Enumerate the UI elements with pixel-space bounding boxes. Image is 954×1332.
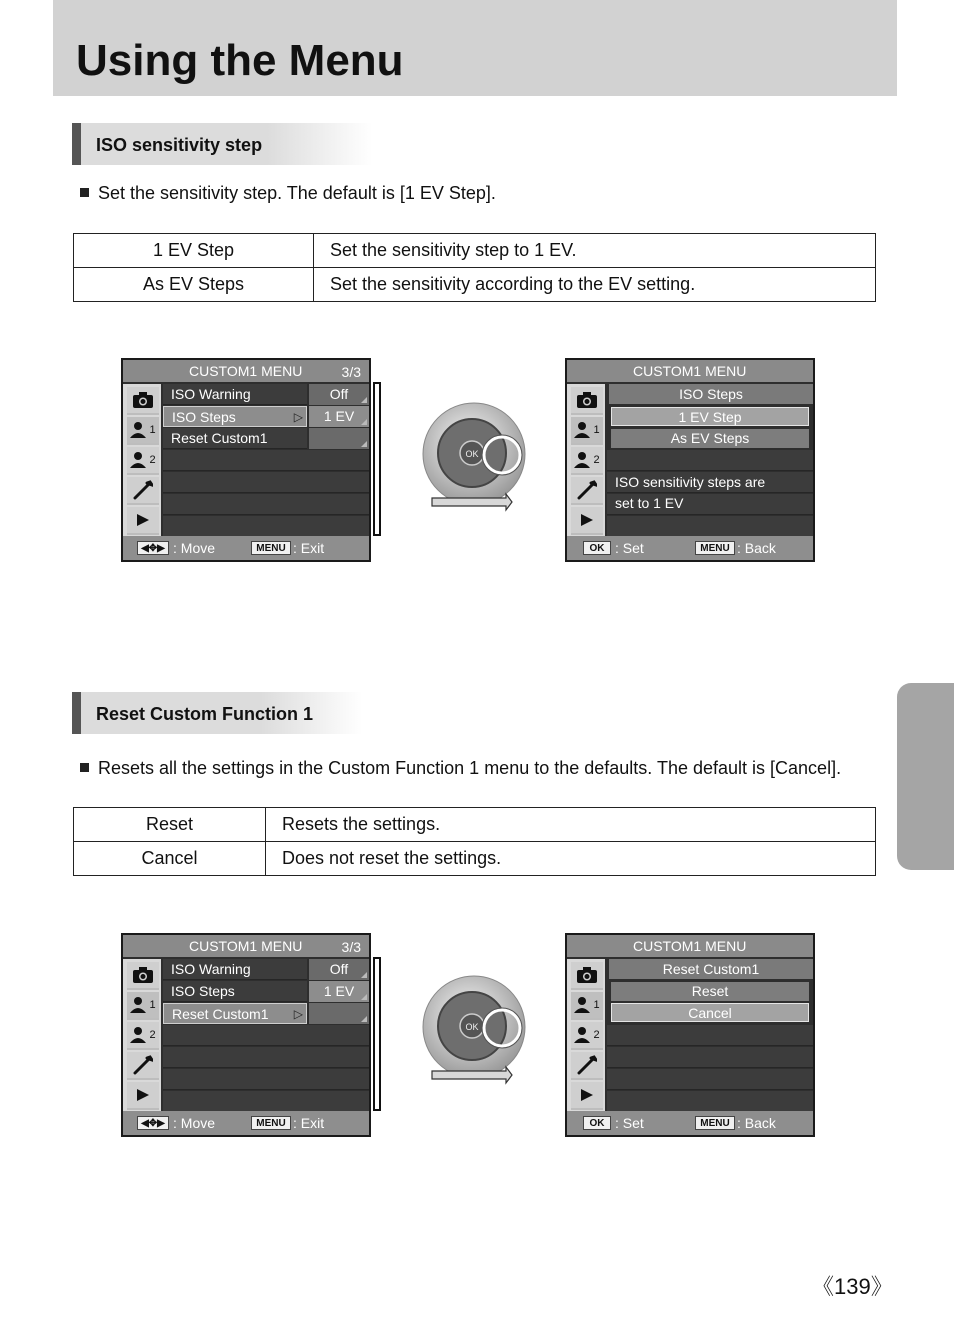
description-line-1: ISO sensitivity steps are xyxy=(615,474,766,490)
section-heading-iso-step xyxy=(72,123,372,165)
menu-value-reset-custom1 xyxy=(309,1003,369,1024)
scrollbar[interactable] xyxy=(373,957,381,1111)
control-dial-icon xyxy=(420,402,530,514)
lcd-footer xyxy=(123,1111,369,1135)
table-cell-option: Cancel xyxy=(74,842,266,876)
lcd-footer xyxy=(123,536,369,560)
menu-row-empty xyxy=(607,450,813,471)
menu-value-iso-steps: 1 EV xyxy=(309,981,369,1002)
move-key-icon: ◀✥▶ xyxy=(137,1116,169,1130)
submenu-title: Reset Custom1 xyxy=(609,959,813,979)
footer-set: : Set xyxy=(615,1115,644,1131)
lcd-icon-column xyxy=(123,384,161,538)
table-cell-option: 1 EV Step xyxy=(74,234,314,268)
table-row xyxy=(74,268,876,302)
lcd-footer xyxy=(567,1111,813,1135)
footer-back: : Back xyxy=(737,540,776,556)
page-indicator: 3/3 xyxy=(341,364,361,380)
svg-text:OK: OK xyxy=(465,449,479,459)
lcd-titlebar xyxy=(567,935,813,957)
menu-row-empty xyxy=(163,1025,369,1046)
table-row xyxy=(74,808,876,842)
menu-item-reset-custom1[interactable]: Reset Custom1 xyxy=(163,428,307,449)
play-icon[interactable] xyxy=(571,1082,603,1110)
menu-row-empty xyxy=(163,1047,369,1068)
option-1-ev-step[interactable]: 1 EV Step xyxy=(611,407,809,426)
menu-item-iso-steps[interactable]: ISO Steps xyxy=(163,981,307,1002)
play-icon[interactable] xyxy=(571,507,603,535)
wrench-icon[interactable] xyxy=(127,477,159,505)
menu-value-iso-steps: 1 EV xyxy=(309,406,369,427)
menu-row-empty xyxy=(163,450,369,471)
wrench-icon[interactable] xyxy=(571,1052,603,1080)
bullet-square-icon xyxy=(80,763,89,772)
lcd-menu-iso xyxy=(121,358,371,562)
control-dial-icon xyxy=(420,975,530,1087)
page-indicator: 3/3 xyxy=(341,939,361,955)
lcd-title: CUSTOM1 MENU xyxy=(189,938,303,954)
menu-item-reset-custom1[interactable]: Reset Custom1 ▷ xyxy=(163,1003,307,1024)
heading-bar xyxy=(72,123,81,165)
lcd-title: CUSTOM1 MENU xyxy=(633,938,747,954)
camera-icon[interactable] xyxy=(127,962,159,990)
custom2-icon[interactable]: 2 xyxy=(571,1022,603,1050)
page-number: 《139》 xyxy=(812,1274,893,1299)
side-tab xyxy=(897,683,954,870)
svg-text:OK: OK xyxy=(465,1022,479,1032)
lcd-titlebar xyxy=(123,935,369,957)
footer-move: : Move xyxy=(173,1115,216,1131)
wrench-icon[interactable] xyxy=(127,1052,159,1080)
menu-item-iso-warning[interactable]: ISO Warning xyxy=(163,384,307,405)
scrollbar[interactable] xyxy=(373,382,381,536)
footer-back: : Back xyxy=(737,1115,776,1131)
menu-row-empty xyxy=(163,1091,369,1112)
menu-item-iso-warning[interactable]: ISO Warning xyxy=(163,959,307,980)
menu-row-empty xyxy=(163,516,369,537)
section-heading-text: ISO sensitivity step xyxy=(96,135,263,155)
lcd-titlebar xyxy=(567,360,813,382)
menu-row-empty xyxy=(163,472,369,493)
menu-key-icon: MENU xyxy=(251,1116,291,1130)
custom1-icon[interactable]: 1 xyxy=(571,417,603,445)
table-row xyxy=(74,234,876,268)
lcd-submenu-iso xyxy=(565,358,815,562)
options-table-iso xyxy=(73,233,876,302)
bullet-square-icon xyxy=(80,188,89,197)
table-cell-option: Reset xyxy=(74,808,266,842)
table-cell-desc: Set the sensitivity according to the EV setting. xyxy=(314,268,876,302)
heading-bar xyxy=(72,692,81,734)
bullet-text: Set the sensitivity step. The default is [1 EV Step]. xyxy=(80,183,496,204)
menu-row-empty xyxy=(163,1069,369,1090)
play-icon[interactable] xyxy=(127,1082,159,1110)
play-icon[interactable] xyxy=(127,507,159,535)
lcd-submenu-reset xyxy=(565,933,815,1137)
right-arrow-icon: ▷ xyxy=(293,410,303,424)
footer-set: : Set xyxy=(615,540,644,556)
lcd-title: CUSTOM1 MENU xyxy=(189,363,303,379)
table-row xyxy=(74,842,876,876)
ok-key-icon: OK xyxy=(583,541,611,555)
footer-exit: : Exit xyxy=(293,1115,325,1131)
lcd-titlebar xyxy=(123,360,369,382)
menu-key-icon: MENU xyxy=(695,541,735,555)
menu-row-empty xyxy=(607,516,813,537)
move-key-icon: ◀✥▶ xyxy=(137,541,169,555)
description-line-2: set to 1 EV xyxy=(615,495,684,511)
ok-key-icon: OK xyxy=(583,1116,611,1130)
camera-icon[interactable] xyxy=(127,387,159,415)
options-table-reset xyxy=(73,807,876,876)
submenu-title: ISO Steps xyxy=(609,384,813,404)
bullet-text: Resets all the settings in the Custom Function 1 menu to the defaults. The default is [Cancel]. xyxy=(80,758,841,779)
custom1-icon[interactable]: 1 xyxy=(127,417,159,445)
right-arrow-icon: ▷ xyxy=(293,1007,303,1021)
menu-row-empty xyxy=(607,1047,813,1068)
custom2-icon[interactable]: 2 xyxy=(127,1022,159,1050)
menu-row-empty xyxy=(607,1091,813,1112)
menu-key-icon: MENU xyxy=(251,541,291,555)
wrench-icon[interactable] xyxy=(571,477,603,505)
camera-icon[interactable] xyxy=(571,962,603,990)
option-as-ev-steps[interactable]: As EV Steps xyxy=(611,429,809,448)
lcd-menu-reset xyxy=(121,933,371,1137)
menu-value-iso-warning: Off xyxy=(309,959,369,980)
custom2-icon[interactable]: 2 xyxy=(571,447,603,475)
option-cancel[interactable]: Cancel xyxy=(611,1003,809,1022)
table-cell-desc: Resets the settings. xyxy=(266,808,876,842)
custom2-icon[interactable]: 2 xyxy=(127,447,159,475)
menu-row-empty xyxy=(163,494,369,515)
footer-exit: : Exit xyxy=(293,540,325,556)
table-cell-desc: Does not reset the settings. xyxy=(266,842,876,876)
footer-move: : Move xyxy=(173,540,216,556)
menu-row-empty xyxy=(607,1069,813,1090)
menu-value-iso-warning: Off xyxy=(309,384,369,405)
lcd-icon-column xyxy=(567,959,605,1113)
menu-key-icon: MENU xyxy=(695,1116,735,1130)
table-cell-option: As EV Steps xyxy=(74,268,314,302)
lcd-title: CUSTOM1 MENU xyxy=(633,363,747,379)
section-heading-text: Reset Custom Function 1 xyxy=(96,704,314,724)
lcd-footer xyxy=(567,536,813,560)
lcd-icon-column xyxy=(123,959,161,1113)
menu-row-empty xyxy=(607,1025,813,1046)
section-heading-reset-custom xyxy=(72,692,362,734)
camera-icon[interactable] xyxy=(571,387,603,415)
lcd-icon-column xyxy=(567,384,605,538)
custom1-icon[interactable]: 1 xyxy=(127,992,159,1020)
option-reset[interactable]: Reset xyxy=(611,982,809,1001)
menu-item-iso-steps[interactable]: ISO Steps ▷ xyxy=(163,406,307,427)
custom1-icon[interactable]: 1 xyxy=(571,992,603,1020)
menu-value-reset-custom1 xyxy=(309,428,369,449)
page-title: Using the Menu xyxy=(76,36,404,85)
table-cell-desc: Set the sensitivity step to 1 EV. xyxy=(314,234,876,268)
